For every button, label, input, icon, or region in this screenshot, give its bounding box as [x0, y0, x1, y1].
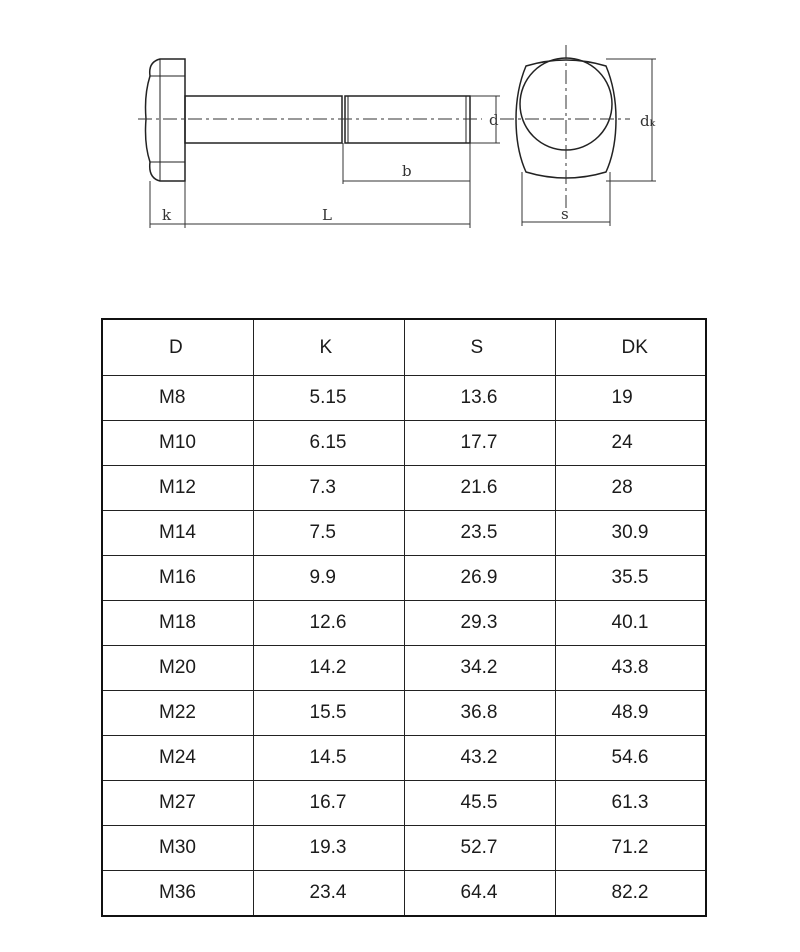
table-cell-dk: 28 — [555, 466, 706, 511]
table-row — [102, 871, 706, 917]
table-cell-dk: 19 — [555, 376, 706, 421]
bolt-technical-drawing — [0, 0, 800, 290]
table-cell-dk: 61.3 — [555, 781, 706, 826]
table-row — [102, 781, 706, 826]
table-cell-s: 13.6 — [404, 376, 555, 421]
table-row — [102, 511, 706, 556]
table-cell-dk: 35.5 — [555, 556, 706, 601]
dimension-k-L — [150, 143, 470, 228]
table-cell-k: 12.6 — [253, 601, 404, 646]
table-cell-k: 5.15 — [253, 376, 404, 421]
table-cell-dk: 82.2 — [555, 871, 706, 917]
table-cell-size: M14 — [102, 511, 253, 556]
bolt-side-view — [146, 59, 471, 181]
dimension-s-label: s — [561, 205, 569, 223]
table-cell-k: 7.3 — [253, 466, 404, 511]
table-cell-s: 36.8 — [404, 691, 555, 736]
table-row — [102, 826, 706, 871]
table-cell-s: 29.3 — [404, 601, 555, 646]
table-cell-s: 26.9 — [404, 556, 555, 601]
table-body — [102, 376, 706, 917]
bolt-drawing-svg — [0, 0, 800, 290]
table-row — [102, 556, 706, 601]
table-cell-k: 19.3 — [253, 826, 404, 871]
table-cell-s: 34.2 — [404, 646, 555, 691]
table-cell-s: 21.6 — [404, 466, 555, 511]
column-header-s: S — [404, 319, 555, 376]
table-cell-s: 64.4 — [404, 871, 555, 917]
dimension-k-label: k — [162, 206, 172, 224]
table-cell-k: 9.9 — [253, 556, 404, 601]
table-cell-dk: 54.6 — [555, 736, 706, 781]
table-cell-k: 6.15 — [253, 421, 404, 466]
table-cell-size: M24 — [102, 736, 253, 781]
table-cell-dk: 24 — [555, 421, 706, 466]
table-cell-size: M22 — [102, 691, 253, 736]
table-row — [102, 466, 706, 511]
table-cell-dk: 48.9 — [555, 691, 706, 736]
column-header-k: K — [253, 319, 404, 376]
table-cell-size: M30 — [102, 826, 253, 871]
table-row — [102, 736, 706, 781]
dimension-d-label: d — [489, 111, 499, 129]
table-cell-size: M12 — [102, 466, 253, 511]
table-cell-dk: 71.2 — [555, 826, 706, 871]
table-cell-dk: 40.1 — [555, 601, 706, 646]
column-header-dk: DK — [555, 319, 706, 376]
bolt-spec-table — [101, 318, 707, 917]
table-cell-k: 7.5 — [253, 511, 404, 556]
table-cell-k: 16.7 — [253, 781, 404, 826]
bolt-head-outline — [146, 59, 186, 181]
dimension-dk-label: dₖ — [640, 112, 656, 130]
table-cell-size: M8 — [102, 376, 253, 421]
table-cell-k: 14.2 — [253, 646, 404, 691]
table-cell-dk: 30.9 — [555, 511, 706, 556]
table-cell-size: M10 — [102, 421, 253, 466]
table-cell-size: M27 — [102, 781, 253, 826]
table-cell-size: M20 — [102, 646, 253, 691]
table-row — [102, 421, 706, 466]
table-cell-s: 45.5 — [404, 781, 555, 826]
table-row — [102, 601, 706, 646]
table-cell-size: M36 — [102, 871, 253, 917]
table-header-row — [102, 319, 706, 376]
table-cell-s: 43.2 — [404, 736, 555, 781]
column-header-d: D — [102, 319, 253, 376]
table-cell-size: M16 — [102, 556, 253, 601]
table-cell-k: 14.5 — [253, 736, 404, 781]
table-row — [102, 376, 706, 421]
dimension-L-label: L — [322, 206, 332, 224]
table-cell-s: 23.5 — [404, 511, 555, 556]
table-row — [102, 646, 706, 691]
table-row — [102, 691, 706, 736]
table-cell-k: 23.4 — [253, 871, 404, 917]
dimension-b-label: b — [402, 162, 412, 180]
table-cell-dk: 43.8 — [555, 646, 706, 691]
table-cell-s: 52.7 — [404, 826, 555, 871]
table-cell-size: M18 — [102, 601, 253, 646]
table-cell-k: 15.5 — [253, 691, 404, 736]
table-cell-s: 17.7 — [404, 421, 555, 466]
